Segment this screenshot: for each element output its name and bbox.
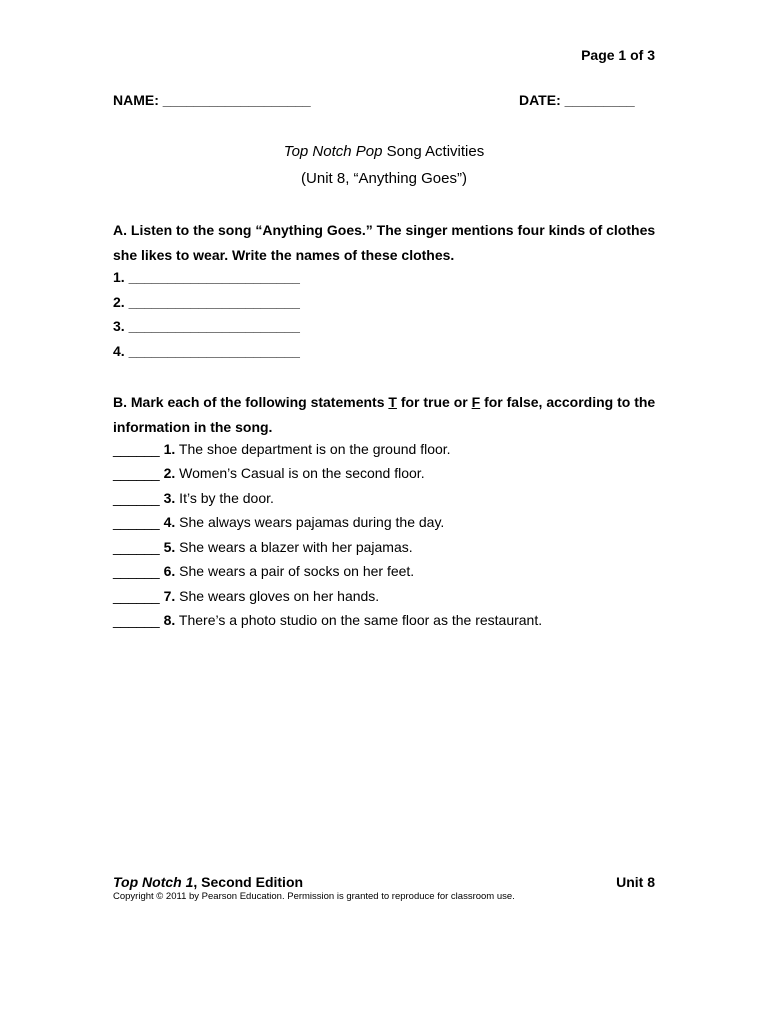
statement-blank: ______	[113, 563, 164, 579]
statement-number: 3.	[163, 490, 176, 506]
statement-blank: ______	[113, 514, 164, 530]
copyright-notice: Copyright © 2011 by Pearson Education. Permission is granted to reproduce for classroom use.	[113, 891, 515, 902]
statement-number: 5.	[163, 539, 176, 555]
statement-1	[113, 441, 451, 457]
statement-text: She wears a pair of socks on her feet.	[175, 563, 415, 579]
statement-blank: ______	[113, 612, 164, 628]
statement-blank: ______	[113, 441, 164, 457]
section-a-instructions: A. Listen to the song “Anything Goes.” The singer mentions four kinds of clothes she likes to wear. Write the names of these clothes.	[113, 222, 656, 263]
statement-number: 6.	[163, 563, 176, 579]
title-rest: Song Activities	[382, 143, 485, 160]
statement-number: 8.	[163, 612, 176, 628]
statement-blank: ______	[113, 539, 164, 555]
footer-book-italic: Top Notch 1	[113, 874, 194, 890]
section-b-instructions	[113, 390, 658, 440]
statement-text: She wears a blazer with her pajamas.	[175, 539, 413, 555]
false-marker: F	[471, 394, 481, 410]
statement-2	[113, 465, 425, 481]
statement-text: It’s by the door.	[175, 490, 274, 506]
section-b-intro-2: for true or	[396, 394, 472, 410]
worksheet-title	[0, 143, 768, 160]
statement-number: 2.	[163, 465, 176, 481]
section-b-intro-1: B. Mark each of the following statements	[113, 394, 389, 410]
answer-line-1: 1. ______________________	[113, 269, 300, 285]
name-field: NAME: ___________________	[113, 92, 311, 108]
statement-4	[113, 514, 444, 530]
statement-7	[113, 588, 379, 604]
statement-5	[113, 539, 413, 555]
statement-text: Women’s Casual is on the second floor.	[175, 465, 425, 481]
statement-text: She wears gloves on her hands.	[175, 588, 380, 604]
footer-book-rest: , Second Edition	[193, 874, 304, 890]
statement-blank: ______	[113, 465, 164, 481]
statement-text: She always wears pajamas during the day.	[175, 514, 445, 530]
true-marker: T	[388, 394, 397, 410]
statement-number: 7.	[163, 588, 176, 604]
answer-line-3: 3. ______________________	[113, 318, 300, 334]
statement-blank: ______	[113, 490, 164, 506]
statement-text: There’s a photo studio on the same floor as the restaurant.	[175, 612, 543, 628]
statement-number: 1.	[163, 441, 176, 457]
footer-unit: Unit 8	[616, 874, 655, 890]
statement-3	[113, 490, 274, 506]
statement-blank: ______	[113, 588, 164, 604]
statement-number: 4.	[163, 514, 176, 530]
section-b-intro-3: for false, according to the information in the song.	[113, 394, 656, 435]
page-number: Page 1 of 3	[581, 47, 655, 63]
answer-line-4: 4. ______________________	[113, 343, 300, 359]
statement-text: The shoe department is on the ground floor.	[175, 441, 451, 457]
answer-line-2: 2. ______________________	[113, 294, 300, 310]
worksheet-subtitle: (Unit 8, “Anything Goes”)	[301, 170, 467, 187]
statement-8	[113, 612, 542, 628]
statement-6	[113, 563, 414, 579]
date-field: DATE: _________	[519, 92, 635, 108]
footer-book-title	[113, 874, 303, 890]
title-italic: Top Notch Pop	[283, 143, 383, 160]
